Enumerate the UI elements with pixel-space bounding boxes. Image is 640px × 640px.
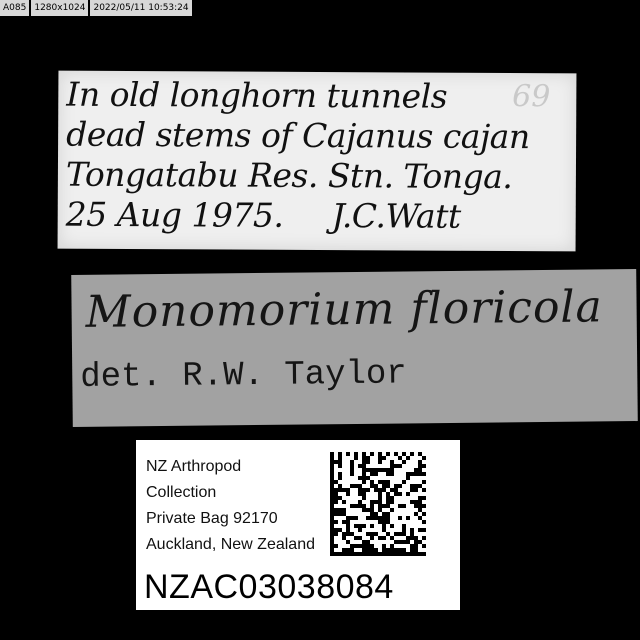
address-line: NZ Arthropod [146,458,242,475]
collection-line-date [65,194,461,236]
address-line: Auckland, New Zealand [146,536,315,553]
catalog-number: NZAC03038084 [144,568,394,606]
image-info-bar [0,0,192,16]
data-matrix-barcode-icon [330,452,426,556]
image-resolution: 1280x1024 [31,0,88,16]
address-line: Private Bag 92170 [146,510,278,527]
nzac-barcode-label [136,440,460,610]
collection-line-locality: Tongatabu Res. Stn. Tonga. [65,154,513,197]
collection-line-host: dead stems of Cajanus cajan [66,114,530,157]
collection-date: 25 Aug 1975. [65,194,284,235]
faint-specimen-number: 69 [512,79,551,115]
collection-label [58,71,577,252]
image-timestamp: 2022/05/11 10:53:24 [90,0,191,16]
collector-name: J.C.Watt [331,196,461,236]
collection-line-habitat: In old longhorn tunnels [66,74,448,116]
collection-address [146,454,315,558]
determiner: det. R.W. Taylor [80,355,407,397]
image-id: A085 [0,0,29,16]
species-name: Monomorium floricola [85,281,603,338]
determination-label [71,269,638,427]
address-line: Collection [146,484,217,501]
